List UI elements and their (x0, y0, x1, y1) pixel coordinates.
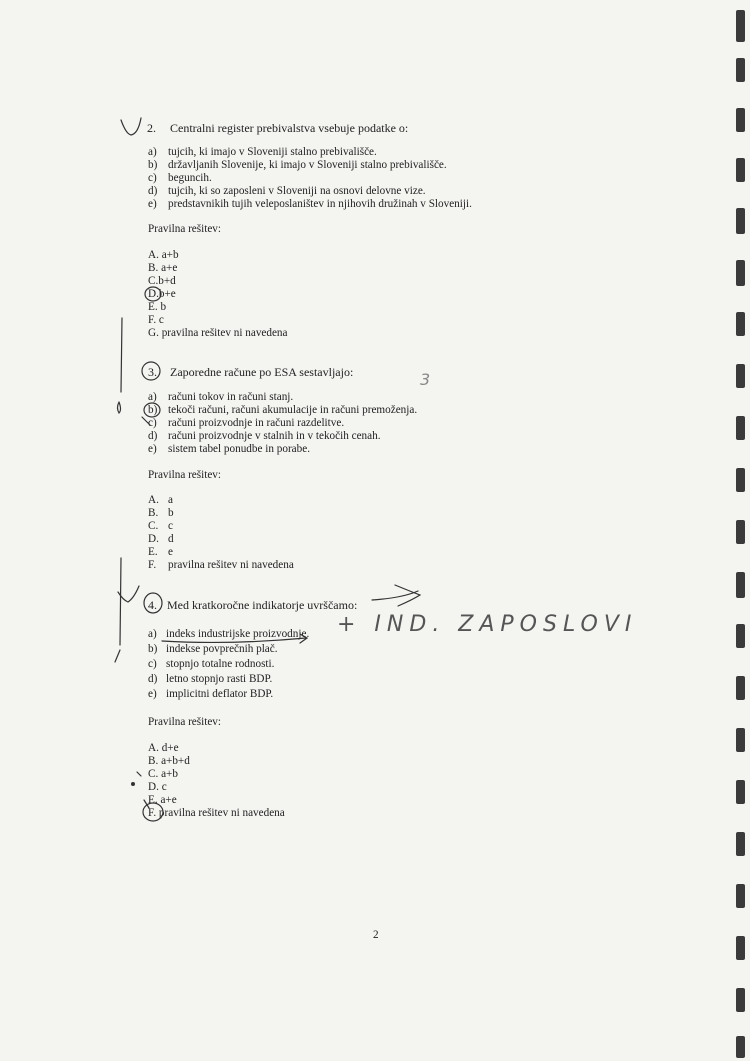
answer-text: c (161, 781, 167, 793)
answer-text: pravilna rešitev ni navedena (168, 559, 294, 571)
option-key: c) (148, 417, 157, 429)
option-text: beguncih. (168, 172, 212, 184)
question-text: Med kratkoročne indikatorje uvrščamo: (167, 598, 358, 612)
option-text: računi proizvodnje v stalnih in v tekočih cenah. (168, 430, 381, 442)
option-key: b) (148, 159, 158, 171)
answer-key: E. (148, 301, 158, 313)
answer-key: C. (148, 520, 159, 532)
option-text: tujcih, ki so zaposleni v Sloveniji na osnovi delovne vize. (168, 185, 426, 197)
answer-label: Pravilna rešitev: (148, 469, 222, 481)
answer-text: b+d (158, 275, 176, 287)
option-text: tekoči računi, računi akumulacije in računi premoženja. (168, 404, 418, 416)
answer-text: a+e (161, 262, 178, 274)
handwritten-score: 3 (420, 370, 437, 389)
option-text: implicitni deflator BDP. (166, 688, 274, 700)
option-key: a) (148, 391, 157, 403)
option-key: d) (148, 430, 158, 442)
question-text: Zaporedne račune po ESA sestavljajo: (170, 365, 354, 379)
option-text: računi proizvodnje in računi razdelitve. (168, 417, 345, 429)
option-key: a) (148, 628, 157, 640)
option-key: a) (148, 146, 157, 158)
option-text: letno stopnjo rasti BDP. (166, 673, 273, 685)
handwritten-note: + IND. ZAPOSLOVI (337, 612, 638, 637)
option-text: indekse povprečnih plač. (166, 643, 278, 655)
answer-key: B. (148, 755, 159, 767)
answer-text: b+e (158, 288, 176, 300)
answer-text: b (160, 301, 167, 313)
answer-key: A. (148, 249, 159, 261)
answer-key: F. (148, 559, 157, 571)
answer-text: c (158, 314, 164, 326)
option-key: e) (148, 688, 157, 700)
answer-key: G. (148, 327, 159, 339)
question-number: 3. (148, 365, 157, 379)
option-key: b) (148, 643, 158, 655)
option-text: sistem tabel ponudbe in porabe. (168, 443, 310, 455)
answer-key: E. (148, 546, 158, 558)
answer-text: c (168, 520, 173, 532)
question-number: 2. (147, 121, 156, 135)
option-text: računi tokov in računi stanj. (168, 391, 294, 403)
answer-key: B. (148, 262, 159, 274)
option-key: b) (148, 404, 158, 416)
answer-key: A. (148, 742, 159, 754)
answer-text: d (168, 533, 174, 545)
answer-key: F. (148, 807, 157, 819)
answer-label: Pravilna rešitev: (148, 716, 222, 728)
option-key: c) (148, 172, 157, 184)
answer-key: D. (148, 533, 159, 545)
answer-text: pravilna rešitev ni navedena (161, 327, 288, 339)
option-key: d) (148, 185, 158, 197)
option-key: e) (148, 198, 157, 210)
answer-text: d+e (161, 742, 179, 754)
answer-key: D. (148, 288, 159, 300)
option-text: predstavnikih tujih veleposlaništev in njihovih družinah v Sloveniji. (168, 198, 472, 210)
answer-text: a+b+d (161, 755, 190, 767)
answer-key: A. (148, 494, 159, 506)
option-key: e) (148, 443, 157, 455)
answer-key: D. (148, 781, 159, 793)
option-key: c) (148, 658, 157, 670)
page-number: 2 (373, 929, 379, 941)
answer-text: e (168, 546, 173, 558)
answer-key: E. (148, 794, 158, 806)
option-text: tujcih, ki imajo v Sloveniji stalno prebivališče. (168, 146, 377, 158)
answer-key: F. (148, 314, 157, 326)
answer-label: Pravilna rešitev: (148, 223, 222, 235)
option-text: državljanih Slovenije, ki imajo v Sloveniji stalno prebivališče. (168, 159, 447, 171)
question-text: Centralni register prebivalstva vsebuje podatke o: (170, 121, 409, 135)
option-text: indeks industrijske proizvodnje. (166, 628, 310, 640)
answer-text: b (168, 507, 174, 519)
option-text: stopnjo totalne rodnosti. (166, 658, 275, 670)
option-key: d) (148, 673, 158, 685)
answer-text: pravilna rešitev ni navedena (158, 807, 285, 819)
question-number: 4. (148, 598, 157, 612)
answer-key: B. (148, 507, 159, 519)
answer-text: a+e (160, 794, 177, 806)
answer-text: a (168, 494, 173, 506)
answer-text: a+b (161, 768, 178, 780)
answer-key: C. (148, 275, 159, 287)
answer-key: C. (148, 768, 159, 780)
answer-text: a+b (161, 249, 179, 261)
